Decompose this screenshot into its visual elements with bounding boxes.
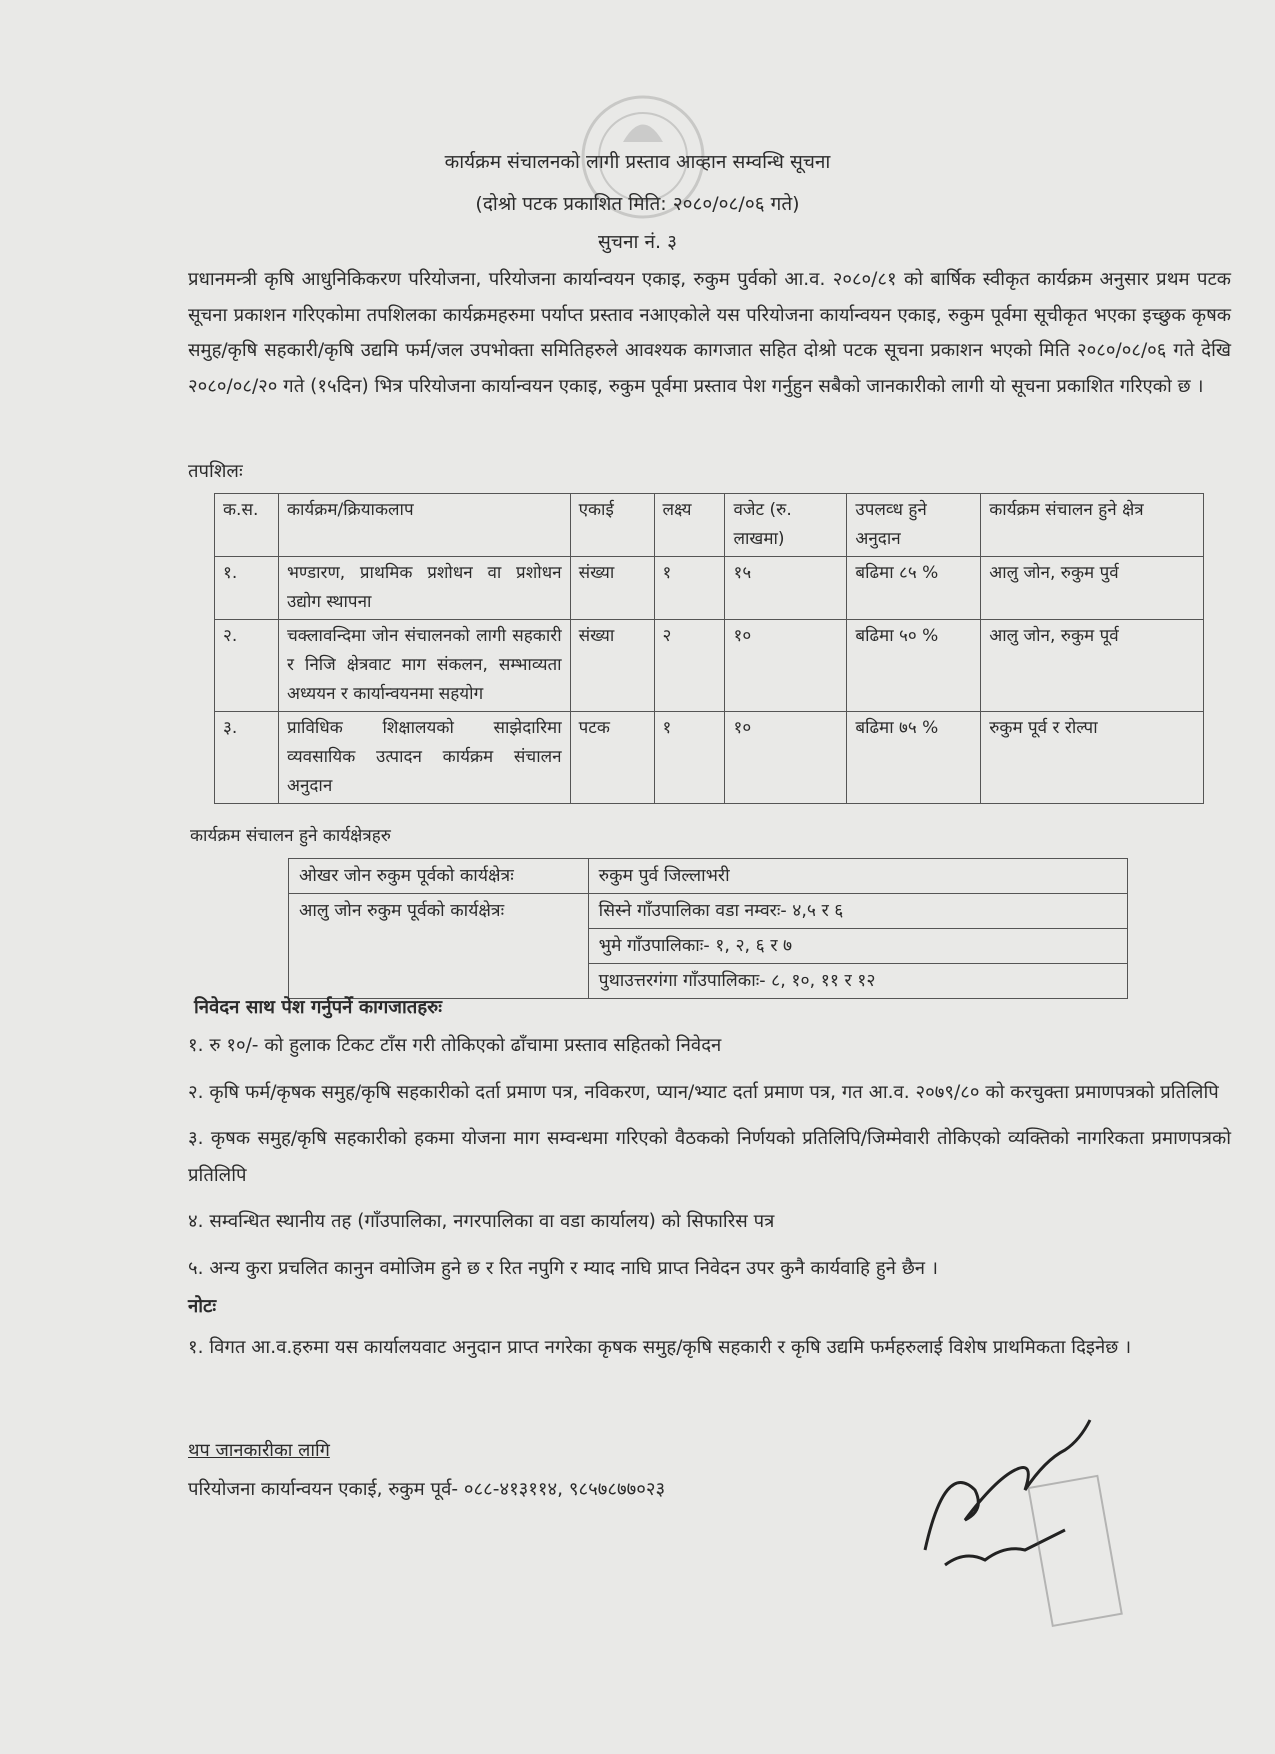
- note-item: १. विगत आ.व.हरुमा यस कार्यालयवाट अनुदान प्राप्त नगरेका कृषक समुह/कृषि सहकारी र कृषि उद्यमि फर्महरुलाई विशेष प्राथमिकता दिइनेछ ।: [188, 1336, 1132, 1358]
- header-target: लक्ष्य: [654, 494, 725, 557]
- notice-title: कार्यक्रम संचालनको लागी प्रस्ताव आव्हान सम्वन्धि सूचना: [444, 151, 831, 173]
- cell-unit: संख्या: [570, 557, 654, 620]
- document-item: ४. सम्वन्धित स्थानीय तह (गाँउपालिका, नगरपालिका वा वडा कार्यालय) को सिफारिस पत्र: [188, 1211, 775, 1232]
- more-info-heading: थप जानकारीका लागि: [188, 1440, 330, 1461]
- header-unit: एकाई: [570, 494, 654, 557]
- zone-areas: [588, 859, 1127, 894]
- table-row: [215, 712, 1204, 804]
- header-budget: वजेट (रु. लाखमा): [725, 494, 847, 557]
- notice-number: सुचना नं. ३: [598, 231, 677, 253]
- contact-line: परियोजना कार्यान्वयन एकाई, रुकुम पूर्व- ०८८-४१३११४, ९८५७८७७०२३: [188, 1479, 666, 1500]
- cell-budget: १०: [725, 620, 847, 712]
- cell-serial: २.: [215, 620, 279, 712]
- document-item: १. रु १०/- को हुलाक टिकट टाँस गरी तोकिएको ढाँचामा प्रस्ताव सहितको निवेदन: [188, 1035, 722, 1056]
- zone-name: आलु जोन रुकुम पूर्वको कार्यक्षेत्रः: [289, 894, 589, 999]
- cell-target: १: [654, 557, 725, 620]
- cell-target: १: [654, 712, 725, 804]
- zone-area-line: सिस्ने गाँउपालिका वडा नम्वरः- ४,५ र ६: [589, 894, 1127, 929]
- zone-areas: [588, 894, 1127, 999]
- document-item: ५. अन्य कुरा प्रचलित कानुन वमोजिम हुने छ र रित नपुगि र म्याद नाघि प्राप्त निवेदन उपर कुनै कार्यवाहि हुने छैन ।: [188, 1257, 938, 1279]
- header-area: कार्यक्रम संचालन हुने क्षेत्र: [981, 494, 1204, 557]
- officer-stamp: [1020, 1470, 1140, 1630]
- document-item: २. कृषि फर्म/कृषक समुह/कृषि सहकारीको दर्ता प्रमाण पत्र, नविकरण, प्यान/भ्याट दर्ता प्रमाण पत्र, गत आ.व. २०७९/८० को करचुक्ता प्रमाणपत्रको प्रतिलिपि: [188, 1081, 1219, 1103]
- table-row: [215, 620, 1204, 712]
- cell-grant: बढिमा ८५ %: [847, 557, 981, 620]
- cell-budget: १०: [725, 712, 847, 804]
- cell-grant: बढिमा ७५ %: [847, 712, 981, 804]
- zone-area-line: पुथाउत्तरगंगा गाँउपालिकाः- ८, १०, ११ र १२: [598, 971, 876, 991]
- header-serial: क.स.: [215, 494, 279, 557]
- cell-area: रुकुम पूर्व र रोल्पा: [981, 712, 1204, 804]
- zone-row: [289, 894, 1128, 999]
- zone-area-line: भुमे गाँउपालिकाः- १, २, ६ र ७: [589, 929, 1127, 964]
- cell-serial: ३.: [215, 712, 279, 804]
- documents-list: [188, 1028, 1231, 1376]
- intro-paragraph: प्रधानमन्त्री कृषि आधुनिकिकरण परियोजना, परियोजना कार्यान्वयन एकाइ, रुकुम पुर्वको आ.व. २०८०/८१ को बार्षिक स्वीकृत कार्यक्रम अनुसार प्रथम पटक सूचना प्रकाशन गरिएकोमा तपशिलका कार्यक्रमहरुमा पर्याप्त प्रस्ताव नआएकोले यस परियोजना कार्यान्वयन एकाइ, रुकुम पूर्वमा सूचीकृत भएका इच्छुक कृषक समुह/कृषि सहकारी/कृषि उद्यमि फर्म/जल उपभोक्ता समितिहरुले आवश्यक कागजात सहित दोश्रो पटक सूचना प्रकाशन भएको मिति २०८०/०८/०६ गते देखि २०८०/०८/२० गते (१५दिन) भित्र परियोजना कार्यान्वयन एकाइ, रुकुम पूर्वमा प्रस्ताव पेश गर्नुहुन सबैको जानकारीको लागी यो सूचना प्रकाशित गरिएको छ ।: [188, 269, 1231, 397]
- zones-table: [288, 858, 1128, 999]
- header-grant: उपलव्ध हुने अनुदान: [847, 494, 981, 557]
- documents-label: निवेदन साथ पेश गर्नुपर्ने कागजातहरुः: [194, 997, 442, 1018]
- table-row: [215, 557, 1204, 620]
- cell-program: भण्डारण, प्राथमिक प्रशोधन वा प्रशोधन उद्योग स्थापना: [278, 557, 570, 620]
- cell-grant: बढिमा ५० %: [847, 620, 981, 712]
- table-header-row: [215, 494, 1204, 557]
- cell-budget: १५: [725, 557, 847, 620]
- note-label: नोटः: [188, 1296, 217, 1317]
- cell-unit: पटक: [570, 712, 654, 804]
- document-item: ३. कृषक समुह/कृषि सहकारीको हकमा योजना माग सम्वन्धमा गरिएको वैठकको निर्णयको प्रतिलिपि/जिम्मेवारी तोकिएको व्यक्तिको नागरिकता प्रमाणपत्रको प्रतिलिपि: [188, 1128, 1231, 1186]
- notice-subtitle: (दोश्रो पटक प्रकाशित मिति: २०८०/०८/०६ गते): [475, 193, 800, 215]
- details-label: तपशिलः: [188, 461, 243, 482]
- program-table: [214, 493, 1204, 804]
- cell-area: आलु जोन, रुकुम पुर्व: [981, 557, 1204, 620]
- zone-row: [289, 859, 1128, 894]
- cell-unit: संख्या: [570, 620, 654, 712]
- cell-program: प्राविधिक शिक्षालयको साझेदारिमा व्यवसायिक उत्पादन कार्यक्रम संचालन अनुदान: [278, 712, 570, 804]
- zones-label: कार्यक्रम संचालन हुने कार्यक्षेत्रहरु: [190, 826, 391, 846]
- cell-area: आलु जोन, रुकुम पूर्व: [981, 620, 1204, 712]
- header-program: कार्यक्रम/क्रियाकलाप: [278, 494, 570, 557]
- zone-area-line: रुकुम पुर्व जिल्लाभरी: [598, 866, 730, 886]
- cell-program: चक्लावन्दिमा जोन संचालनको लागी सहकारी र निजि क्षेत्रवाट माग संकलन, सम्भाव्यता अध्ययन र कार्यान्वयनमा सहयोग: [278, 620, 570, 712]
- cell-target: २: [654, 620, 725, 712]
- cell-serial: १.: [215, 557, 279, 620]
- zone-name: ओखर जोन रुकुम पूर्वको कार्यक्षेत्रः: [289, 859, 589, 894]
